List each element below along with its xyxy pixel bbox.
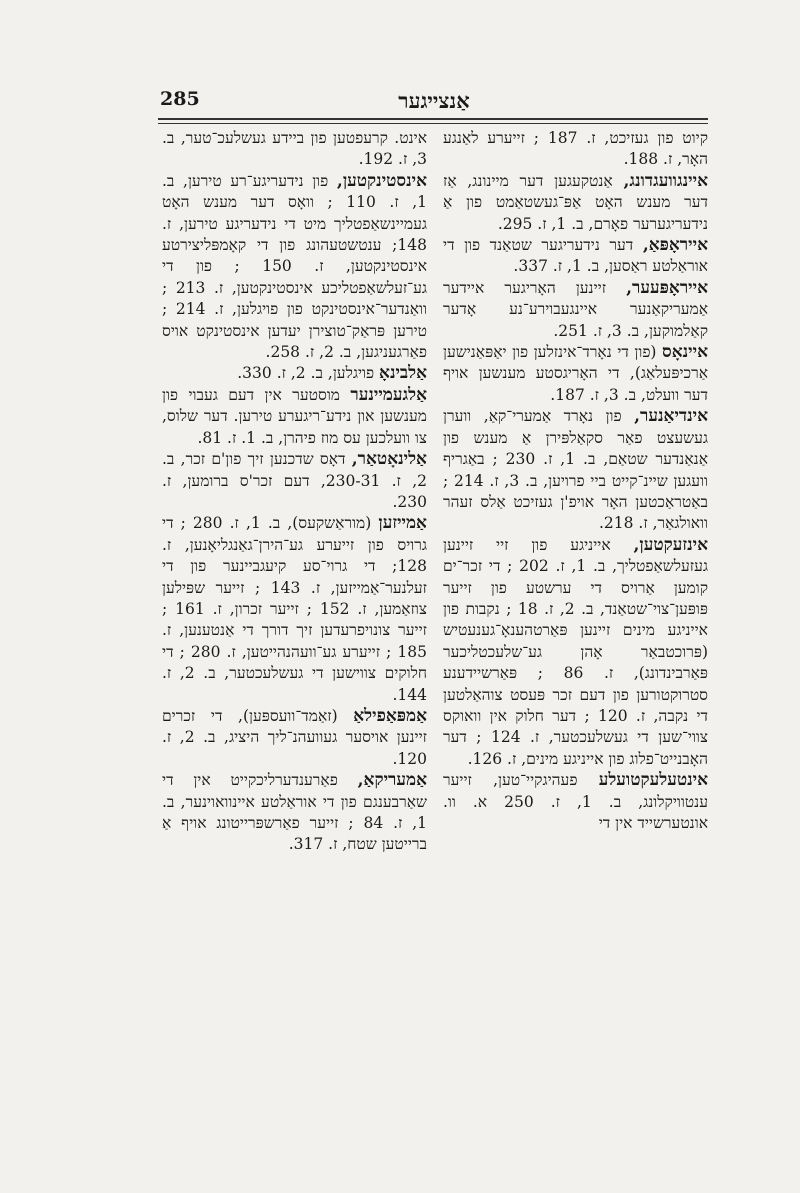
entry-text: פון נידעריגע־רע טירען, ב. 1, ז. 110 ; וואָס דער מענש האָט געמיינשאַפטליך מיט די נידעריגע טירען, ז. 148; ענטשטעהונג פון די קאָמפּליצירטע אינסטינקטען, ז. 150 ; פון די גע־זעלשאַפטליכע אינסטינקטען, ז. 213 ; וואַנדער־אינסטינקט פון פויגלען, ז. 214 ; טירען פּראַק־טוצירן יעדען אינסטינקט אויס פאַרגעניגען, ב. 2, ז. 258. bbox=[162, 171, 427, 362]
index-entry bbox=[443, 235, 708, 278]
index-entry bbox=[162, 171, 427, 364]
entry-text: זיינען האָריגער איידער אַמעריקאַנער איינגעבוירע־נע אָדער קאַלמוקען, ב. 3, ז. 251. bbox=[443, 278, 708, 340]
entry-text: פויגלען, ב. 2, ז. 330. bbox=[237, 364, 375, 383]
index-entry bbox=[162, 128, 427, 171]
entry-headword: אינטעלעקטועלע bbox=[598, 770, 708, 791]
index-entry bbox=[162, 363, 427, 384]
entry-text: (מוראַשקעס), ב. 1, ז. 280 ; די גרויס פון זייערע גע־הירן־גאַנגליאָנען, ז. 128; די גרוי־סע קיעגביינער פון די זעלנער־אַמייזען, ז. 143 ; זייער שפּילען צוזאַמען, ז. 152 ; זייער זכרון, ז. 161 ; זייער צונויפרעדען זיך דורך די אַנטענען, ז. 185 ; זייערע גע־וועהנהייטען, ז. 280 ; די חלוקים צווישען די געשלעכטער, ב. 2, ז. 144. bbox=[162, 514, 428, 704]
header-rule bbox=[158, 118, 708, 124]
entry-text: פעהיגקיי־טען, זייער ענטוויקלונג, ב. 1, ז. 250 א. וו. אונטערשייד אין די bbox=[443, 771, 708, 832]
entry-headword: אינסטינקטען, bbox=[336, 170, 427, 191]
page-header bbox=[160, 88, 708, 118]
index-entry bbox=[443, 342, 708, 406]
index-entry bbox=[443, 406, 708, 534]
entry-text: קיוט פון געזיכט, ז. 187 ; זייערע לאַנגע האָר, ז. 188. bbox=[443, 129, 708, 169]
entry-text: פון נאָרד אַמערי־קאַ, ווערן געשעצט פאַר סקאַלפּירן אַ מענש פון אַנאַנדער שטאַם, ב. 1, ז. 230 ; באַגריף וועגען שיינ־קייט ביי פרויען, ב. 3, ז. 214 ; באַטראַכטען האָר אויפ'ן געזיכט אַלס זעהר וואולגאַר, ז. 218. bbox=[443, 407, 709, 533]
entry-text: דער נידעריגער שטאַנד פון די אוראַלטע ראַסען, ב. 1, ז. 337. bbox=[443, 236, 708, 276]
entry-headword: איינגוועגדונג, bbox=[623, 170, 708, 191]
index-entry bbox=[162, 706, 427, 770]
entry-text: אַנטקעגען דער מיינונג, אַז דער מענש האָט אַפּ־געשטאַמט פון אַ נידעריגערער פאָרם, ב. 1, ז. 295. bbox=[443, 171, 708, 233]
index-entry bbox=[443, 535, 708, 770]
page-number: 285 bbox=[160, 88, 200, 110]
index-entry bbox=[443, 171, 708, 235]
entry-headword: אַמייזען bbox=[378, 513, 427, 534]
entry-headword: אַמפּאַפילאַ bbox=[353, 705, 427, 726]
running-title: אַנצייגער bbox=[398, 88, 470, 113]
left-column bbox=[162, 128, 427, 856]
index-entry bbox=[443, 128, 708, 171]
entry-text: (פון די נאָרד־אינזלען פון יאַפּאַנישען אַרכיפּעלאַג), די האָריגסטע מענשען אויף דער וועלט, ב. 3, ז. 187. bbox=[443, 343, 708, 404]
index-entry bbox=[162, 449, 427, 513]
right-column bbox=[443, 128, 708, 834]
index-entry bbox=[443, 770, 708, 834]
index-entry bbox=[443, 278, 708, 342]
entry-headword: אַלבינאָ bbox=[379, 363, 427, 384]
entry-headword: אינדיאַנער, bbox=[634, 406, 708, 427]
entry-headword: אַלגעמיינער bbox=[350, 384, 427, 405]
entry-headword: איינאָס bbox=[662, 342, 708, 363]
index-entry bbox=[162, 513, 427, 706]
entry-text: אינט. קרעפטען פון ביידע געשלעכ־טער, ב. 3, ז. 192. bbox=[162, 129, 427, 169]
entry-headword: אַמעריקאַ, bbox=[357, 770, 427, 791]
entry-text: מוסטער אין דעם געבוי פון מענשען און נידע־ריגערע טירען. דער שלוס, צו וועלכען עס מוז פיהרן, ב. 1. ז. 81. bbox=[162, 385, 427, 447]
entry-headword: אינזעקטען, bbox=[633, 534, 708, 555]
index-entry bbox=[162, 770, 427, 856]
index-entry bbox=[162, 385, 427, 449]
entry-text: פאַרענדערליכקייט אין די שאַרבענגם פון די אוראַלטע איינוואוינער, ב. 1, ז. 84 ; זייער פאַרשפּרייטונג אויף אַ ברייטען שטח, ז. 317. bbox=[162, 771, 428, 854]
entry-text: דאָס שדכנען זיך פון'ם זכר, ב. 2, ז. 230-31, דעם זכר'ס ברומען, ז. 230. bbox=[162, 450, 427, 511]
entry-text: אייניגע פון זיי זיינען געזעלשאַפטליך, ב. 1, ז. 202 ; די זכר־ים קומען אַרויס די ערשטע פון זייער פּופּען־צוי־שטאַנד, ב. 2, ז. 18 ; נקבות פון אייניגע מינים זיינען פּאַרטהענאָ־גענעטיש (פּרוכטבאַר אָהן גע־שלעכטליכער פּאַרבינדונג), ז. 86 ; פּאַרשיידענע סטרוקטורען פון דעם זכר פּעסט צוהאַלטען די נקבה, ז. 120 ; דער חלוק אין וואוקס צווי־שען די געשלעכטער, ז. 124 ; דער האָבנייט־פלוג פון אייניגע מינים, ז. 126. bbox=[443, 535, 709, 768]
entry-headword: אייראָפּאַ, bbox=[642, 235, 708, 256]
entry-text: (זאַמד־וועספּען), די זכרים זיינען אויסער געוועהנ־ליך היציג, ב. 2, ז. 120. bbox=[162, 706, 427, 768]
entry-headword: אייראָפּעער, bbox=[626, 277, 708, 298]
entry-headword: אַלינאָטאַר, bbox=[351, 449, 427, 470]
